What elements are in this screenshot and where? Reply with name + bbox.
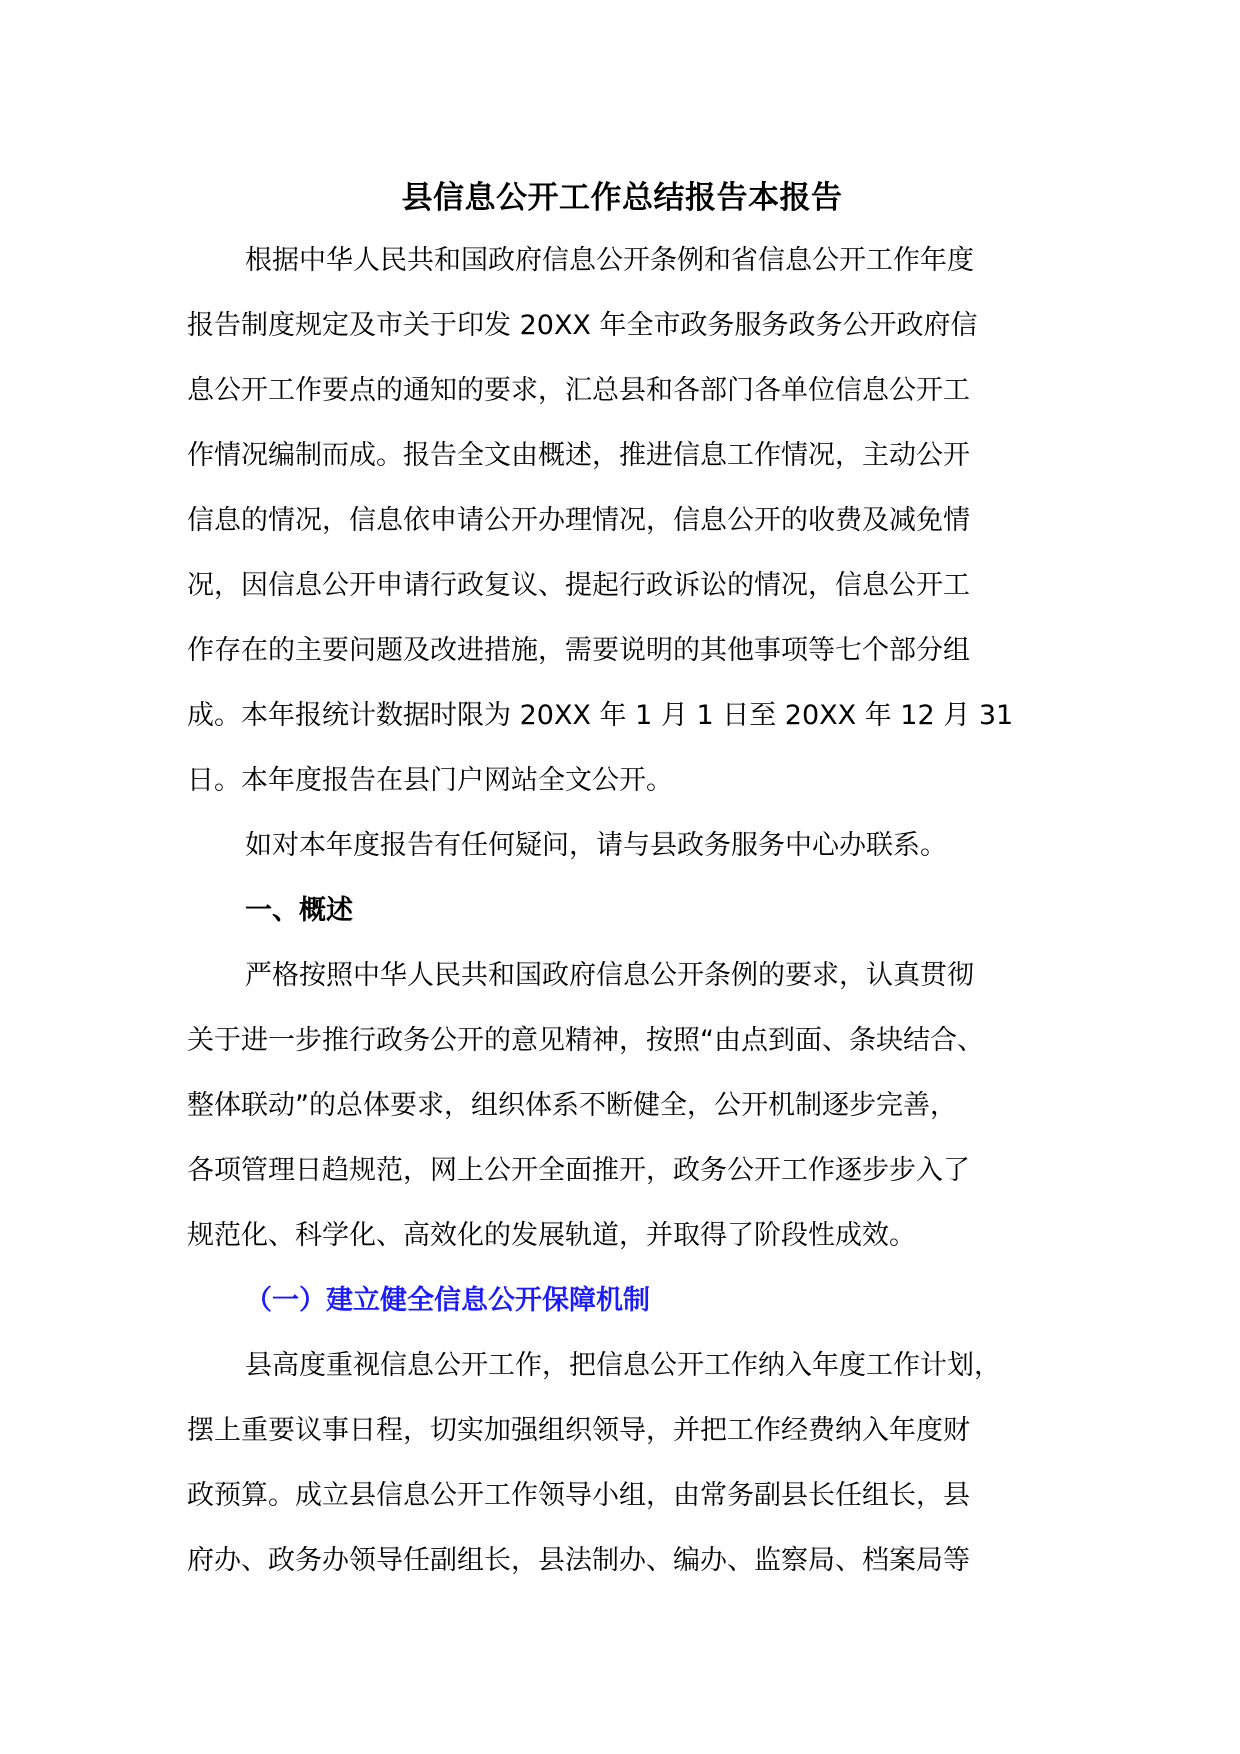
text-line: 县高度重视信息公开工作，把信息公开工作纳入年度工作计划， xyxy=(245,1350,1001,1381)
text-line: 摆上重要议事日程，切实加强组织领导，并把工作经费纳入年度财 xyxy=(187,1415,970,1446)
text-line: 日。本年度报告在县门户网站全文公开。 xyxy=(187,765,673,796)
intro-paragraph xyxy=(187,228,1057,813)
text-line: 规范化、科学化、高效化的发展轨道，并取得了阶段性成效。 xyxy=(187,1220,916,1251)
text-line: 府办、政务办领导任副组长，县法制办、编办、监察局、档案局等 xyxy=(187,1545,970,1576)
text-line: 息公开工作要点的通知的要求，汇总县和各部门各单位信息公开工 xyxy=(187,375,970,406)
text-line: 如对本年度报告有任何疑问，请与县政务服务中心办联系。 xyxy=(245,830,947,861)
text-line: 作存在的主要问题及改进措施，需要说明的其他事项等七个部分组 xyxy=(187,635,970,666)
document-body xyxy=(187,168,1057,1593)
subsection-heading-mechanism: （一）建立健全信息公开保障机制 xyxy=(245,1285,650,1316)
text-line: 各项管理日趋规范，网上公开全面推开，政务公开工作逐步步入了 xyxy=(187,1155,970,1186)
contact-paragraph xyxy=(187,813,1057,878)
mechanism-paragraph xyxy=(187,1333,1057,1593)
text-line: 根据中华人民共和国政府信息公开条例和省信息公开工作年度 xyxy=(245,245,974,276)
text-line: 整体联动”的总体要求，组织体系不断健全，公开机制逐步完善， xyxy=(187,1090,957,1121)
text-line: 报告制度规定及市关于印发 20XX 年全市政务服务政务公开政府信 xyxy=(187,310,978,341)
text-line: 成。本年报统计数据时限为 20XX 年 1 月 1 日至 20XX 年 12 月 31 xyxy=(187,700,1014,731)
text-line: 严格按照中华人民共和国政府信息公开条例的要求，认真贯彻 xyxy=(245,960,974,991)
text-line: 况，因信息公开申请行政复议、提起行政诉讼的情况，信息公开工 xyxy=(187,570,970,601)
text-line: 关于进一步推行政务公开的意见精神，按照“由点到面、条块结合、 xyxy=(187,1025,984,1056)
overview-paragraph xyxy=(187,943,1057,1268)
section-heading-overview: 一、概述 xyxy=(245,895,353,926)
text-line: 信息的情况，信息依申请公开办理情况，信息公开的收费及减免情 xyxy=(187,505,970,536)
text-line: 政预算。成立县信息公开工作领导小组，由常务副县长任组长，县 xyxy=(187,1480,970,1511)
text-line: 作情况编制而成。报告全文由概述，推进信息工作情况，主动公开 xyxy=(187,440,970,471)
document-title: 县信息公开工作总结报告本报告 xyxy=(401,180,843,216)
